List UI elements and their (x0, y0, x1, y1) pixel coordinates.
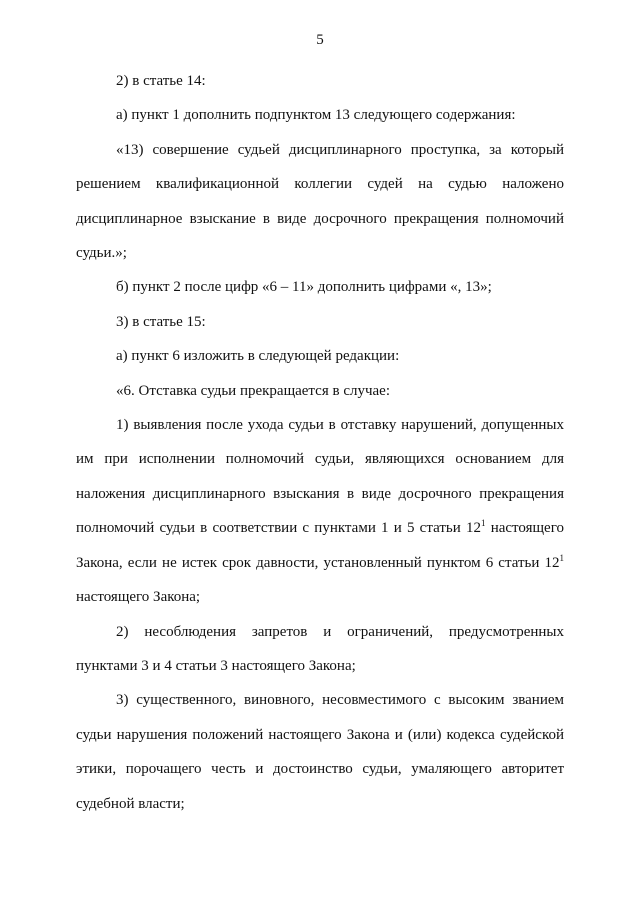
paragraph-item-2: 2) несоблюдения запретов и ограничений, предусмотренных пунктами 3 и 4 статьи 3 настоящего Закона; (76, 623, 564, 674)
page-number: 5 (316, 32, 324, 48)
item-1-text-a: 1) выявления после ухода судьи в отставку нарушений, допущенных им при исполнении полномочий судьи, являющихся основанием для наложения дисциплинарного взыскания в виде досрочного прекращения полномочий судьи в соответствии с пунктами 1 и 5 статьи 12 (76, 417, 564, 537)
paragraph-subpoint-b: б) пункт 2 после цифр «6 – 11» дополнить цифрами «, 13»; (116, 279, 492, 296)
paragraph-article-15: 3) в статье 15: (116, 313, 206, 330)
paragraph-item-3: 3) существенного, виновного, несовместимого с высоким званием судьи нарушения положений настоящего Закона и (или) кодекса судейской этики, порочащего честь и достоинство судьи, умаляющего авторитет судебной власти; (76, 692, 564, 812)
paragraph-item-1 (76, 408, 564, 614)
item-1-text-b: настоящего Закона, если не истек срок давности, установленный пунктом 6 статьи 12 (76, 520, 564, 571)
paragraph-retirement-ends: «6. Отставка судьи прекращается в случае: (116, 382, 390, 399)
paragraph-article-14: 2) в статье 14: (116, 73, 206, 89)
item-1-superscript-a: 1 (480, 518, 486, 529)
paragraph-subpoint-a: а) пункт 1 дополнить подпунктом 13 следующего содержания: (116, 107, 516, 124)
item-1-superscript-b: 1 (559, 552, 564, 563)
paragraph-point-6: а) пункт 6 изложить в следующей редакции: (116, 348, 400, 365)
item-1-text-c: настоящего Закона; (76, 589, 201, 606)
paragraph-quote-13: «13) совершение судьей дисциплинарного проступка, за который решением квалификационной коллегии судей на судью наложено дисциплинарное взыскание в виде досрочного прекращения полномочий судьи.»; (76, 141, 564, 262)
document-body (76, 64, 564, 821)
